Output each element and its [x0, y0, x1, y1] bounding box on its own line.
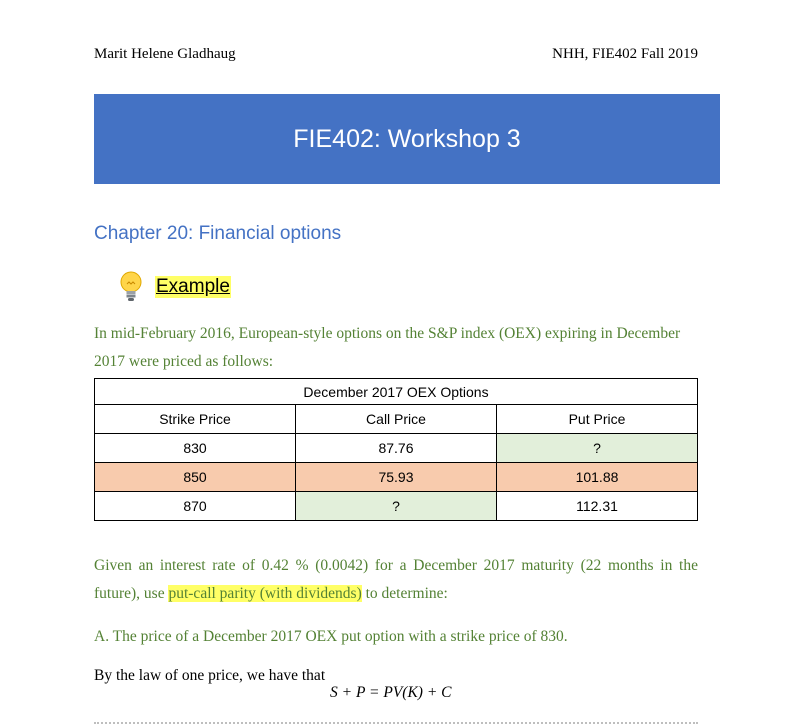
given-text-before: Given an interest rate of 0.42 % (0.0042) for a December 2017 maturity (22 months in the future), use	[94, 557, 698, 602]
column-header: Strike Price	[95, 405, 296, 434]
given-paragraph	[94, 552, 698, 608]
highlighted-phrase: put-call parity (with dividends)	[168, 585, 362, 602]
truncated-text-line	[94, 718, 698, 726]
header-author: Marit Helene Gladhaug	[94, 46, 236, 62]
title-banner	[94, 94, 720, 184]
table-caption: December 2017 OEX Options	[95, 379, 698, 405]
table-row	[95, 434, 698, 463]
intro-paragraph: In mid-February 2016, European-style options on the S&P index (OEX) expiring in December 2017 were priced as follows:	[94, 325, 681, 370]
table-cell: 75.93	[296, 463, 497, 492]
chapter-heading: Chapter 20: Financial options	[94, 223, 342, 244]
given-text-after: to determine:	[361, 585, 448, 602]
column-header: Put Price	[497, 405, 698, 434]
table-cell: 830	[95, 434, 296, 463]
table-cell: 112.31	[497, 492, 698, 521]
table-row-highlighted	[95, 463, 698, 492]
example-label: Example	[156, 276, 230, 297]
example-heading	[118, 270, 231, 304]
table-cell: 850	[95, 463, 296, 492]
table-cell: 101.88	[497, 463, 698, 492]
column-header: Call Price	[296, 405, 497, 434]
table-cell-unknown: ?	[497, 434, 698, 463]
table-cell-unknown: ?	[296, 492, 497, 521]
question-a: A. The price of a December 2017 OEX put option with a strike price of 830.	[94, 628, 568, 645]
table-caption-row	[95, 379, 698, 405]
law-sentence: By the law of one price, we have that	[94, 667, 326, 684]
table-cell: 87.76	[296, 434, 497, 463]
lightbulb-icon	[118, 270, 144, 304]
options-table	[94, 378, 698, 521]
page-title: FIE402: Workshop 3	[293, 124, 521, 153]
table-row	[95, 492, 698, 521]
table-header-row	[95, 405, 698, 434]
table-cell: 870	[95, 492, 296, 521]
put-call-parity-formula: S + P = PV(K) + C	[330, 684, 452, 701]
header-course: NHH, FIE402 Fall 2019	[552, 46, 698, 62]
